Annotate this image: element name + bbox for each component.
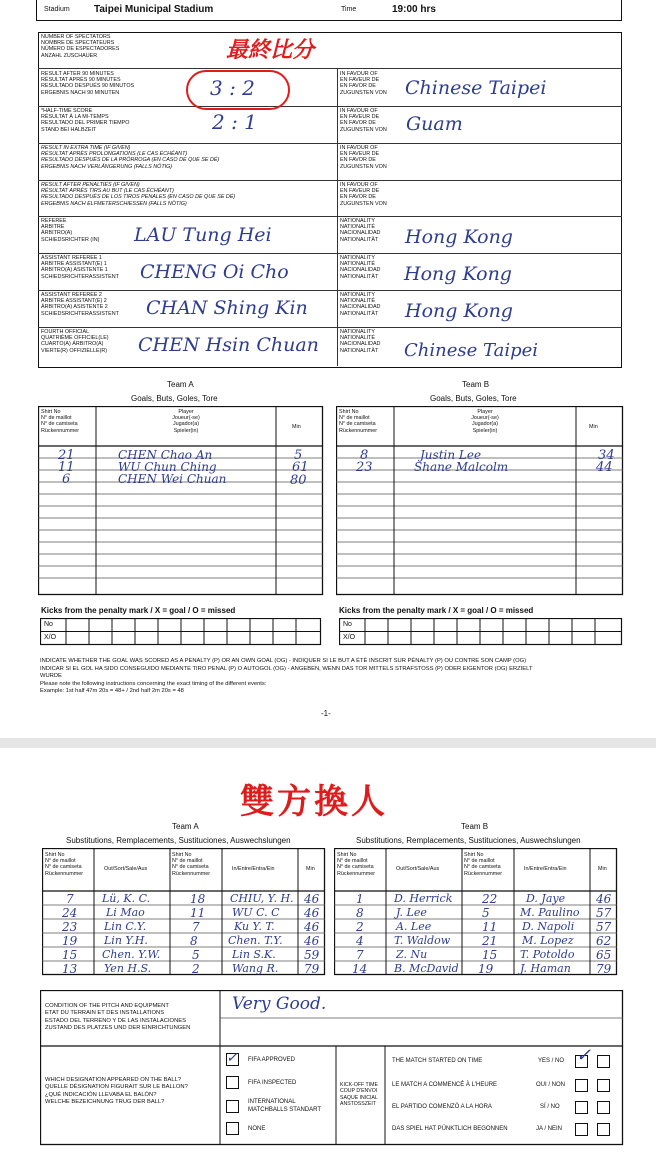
page-separator	[0, 738, 656, 748]
sub-b-3-out-no: 2	[356, 920, 364, 934]
subs-a-out-header: Out/Sort/Sale/Aus	[104, 866, 148, 872]
page-number: -1-	[321, 709, 331, 718]
goals-table-team-b	[336, 406, 624, 601]
penalty-grid-b-lines	[339, 618, 623, 646]
goals-b-shirt-header: Shirt No N° de maillot N° de camiseta Rückennummer	[339, 409, 378, 434]
ball-option-fifa-inspected-checkbox[interactable]	[226, 1076, 239, 1089]
result90-label: RESULT AFTER 90 MINUTES RÉSULTAT APRÈS 90 MINUTES RESULTADO DESPUÉS 90 MINUTOS ERGEBNIS NACH 90 MINUTEN	[41, 71, 135, 96]
ball-option-fifa-approved-label: FIFA APPROVED	[248, 1057, 296, 1063]
divider	[38, 106, 622, 107]
kickoff-question-es: EL PARTIDO COMENZÓ A LA HORA	[392, 1104, 492, 1110]
referee-label: REFEREE ARBITRE ÁRBITRO(A) SCHIEDSRICHTER (IN)	[41, 218, 100, 243]
sub-b-6-in-no: 19	[478, 962, 494, 976]
goal-a-2-min: 61	[292, 460, 309, 475]
kickoff-yes-checkbox-3[interactable]	[575, 1101, 588, 1114]
sub-a-5-out-no: 15	[62, 948, 78, 962]
sub-b-1-min: 46	[596, 892, 612, 906]
goals-table-a-grid	[38, 406, 324, 596]
sub-a-2-in-no: 11	[190, 906, 206, 920]
goals-team-b-title: Team B	[462, 380, 490, 389]
sub-b-1-out-no: 1	[356, 892, 364, 906]
referee-name: LAU Tung Hei	[134, 224, 272, 246]
kickoff-yes-check-mark: ✓	[576, 1045, 592, 1066]
halftime-score: 2 : 1	[212, 110, 257, 134]
sub-a-6-out: Yen H.S.	[104, 962, 152, 975]
kickoff-no-checkbox-2[interactable]	[597, 1079, 610, 1092]
sub-b-6-out-no: 14	[352, 962, 368, 976]
sub-b-5-in: T. Potoldo	[520, 948, 575, 961]
pitch-condition-value: Very Good.	[232, 994, 327, 1014]
kickoff-answer-fr: OUI / NON	[536, 1082, 566, 1088]
sub-b-1-in: D. Jaye	[526, 892, 566, 905]
sub-b-1-in-no: 22	[482, 892, 498, 906]
kickoff-question-en: THE MATCH STARTED ON TIME	[392, 1058, 483, 1064]
sub-a-1-min: 46	[304, 892, 320, 906]
favour-label-3: IN FAVOUR OF EN FAVEUR DE EN FAVOR DE ZUGUNSTEN VON	[340, 145, 387, 170]
sub-b-2-out-no: 8	[356, 906, 364, 920]
fourth-nationality: Chinese Taipei	[404, 340, 539, 361]
subs-team-a-title: Team A	[172, 822, 199, 831]
goal-a-2-player: WU Chun Ching	[118, 460, 217, 474]
sub-a-2-out-no: 24	[62, 906, 78, 920]
goal-b-1-player: Justin Lee	[420, 448, 482, 462]
kickoff-question-de: DAS SPIEL HAT PÜNKTLICH BEGONNEN	[392, 1126, 508, 1132]
nationality-label-4: NATIONALITY NATIONALITÉ NACIONALIDAD NATIONALITÄT	[340, 329, 381, 354]
final-score-favour: Chinese Taipei	[405, 77, 547, 99]
ball-option-fifa-approved-check-mark: ✓	[226, 1050, 238, 1066]
divider	[38, 290, 622, 291]
goals-team-b-subtitle: Goals, Buts, Goles, Tore	[430, 394, 517, 403]
divider	[38, 253, 622, 254]
sub-a-6-out-no: 13	[62, 962, 78, 976]
sub-b-4-in: M. Lopez	[522, 934, 574, 947]
favour-label-4: IN FAVOUR OF EN FAVEUR DE EN FAVOR DE ZUGUNSTEN VON	[340, 182, 387, 207]
fourth-name: CHEN Hsin Chuan	[138, 334, 319, 356]
stadium-label: Stadium	[44, 6, 70, 13]
sub-a-5-in-no: 5	[192, 948, 200, 962]
sub-a-4-out-no: 19	[62, 934, 78, 948]
sub-b-4-in-no: 21	[482, 934, 498, 948]
goal-b-2-no: 23	[356, 460, 373, 475]
time-value: 19:00 hrs	[392, 4, 436, 15]
penalty-grid-a	[40, 618, 322, 651]
kickoff-yes-checkbox-4[interactable]	[575, 1123, 588, 1136]
sub-b-5-min: 65	[596, 948, 612, 962]
goals-table-team-a	[38, 406, 324, 601]
kickoff-no-checkbox-1[interactable]	[597, 1055, 610, 1068]
kickoff-label: KICK-OFF TIME COUP D'ENVOI SAQUE INICIAL ANSTOSSZEIT	[340, 1082, 378, 1108]
sub-a-6-in: Wang R.	[232, 962, 279, 975]
nationality-label-1: NATIONALITY NATIONALITÉ NACIONALIDAD NATIONALITÄT	[340, 218, 381, 243]
sub-a-2-min: 46	[304, 906, 320, 920]
sub-b-5-out: Z. Nu	[396, 948, 428, 961]
sub-a-3-min: 46	[304, 920, 320, 934]
sub-b-2-in-no: 5	[482, 906, 490, 920]
final-score: 3 : 2	[210, 76, 255, 100]
ball-designation-label: WHICH DESIGNATION APPEARED ON THE BALL? QUELLE DÉSIGNATION FIGURAIT SUR LE BALLON? ¿QUÉ INDICACIÓN LLEVABA EL BALÓN? WELCHE BEZEICHNUNG TRUG DER BALL?	[45, 1077, 188, 1106]
sub-a-2-in: WU C. C	[232, 906, 280, 919]
sub-b-2-out: J. Lee	[396, 906, 427, 919]
sub-b-3-out: A. Lee	[396, 920, 432, 933]
nationality-label-2: NATIONALITY NATIONALITÉ NACIONALIDAD NATIONALITÄT	[340, 255, 381, 280]
subs-team-a-subtitle: Substitutions, Remplacements, Sustituciones, Auswechslungen	[66, 836, 291, 845]
nationality-label-3: NATIONALITY NATIONALITÉ NACIONALIDAD NATIONALITÄT	[340, 292, 381, 317]
subs-a-out-shirt-header: Shirt No N° de maillot N° de camiseta Rückennummer	[45, 852, 84, 877]
sub-a-3-out-no: 23	[62, 920, 78, 934]
kickoff-no-checkbox-3[interactable]	[597, 1101, 610, 1114]
ar2-label: ASSISTANT REFEREE 2 ARBITRE ASSISTANT(E) 2 ÁRBITRO(A) ASISTENTE 2 SCHIEDSRICHTERASSISTENT	[41, 292, 119, 317]
sub-b-4-min: 62	[596, 934, 612, 948]
stadium-value: Taipei Municipal Stadium	[94, 4, 214, 15]
sub-a-1-out: Lü, K. C.	[102, 892, 151, 905]
sub-a-1-out-no: 7	[66, 892, 74, 906]
goals-b-min-header: Min	[589, 424, 598, 430]
subs-team-b-title: Team B	[461, 822, 489, 831]
column-divider	[337, 69, 338, 366]
penalties-label: RESULT AFTER PENALTIES (IF GIVEN) RÉSULTAT APRÈS TIRS AU BUT (LE CAS ÉCHÉANT) RESULTADO DESPUÉS DE LOS TIROS PENALES (EN CASO DE QUE SE DÉ) ERGEBNIS NACH ELFMETERSCHIESSEN (FALLS NÖTIG)	[41, 182, 236, 207]
sub-a-4-in: Chen. T.Y.	[228, 934, 283, 947]
sub-a-2-out: Li Mao	[106, 906, 145, 919]
goals-team-a-title: Team A	[167, 380, 194, 389]
ar2-name: CHAN Shing Kin	[146, 297, 308, 319]
spectators-label: NUMBER OF SPECTATORS NOMBRE DE SPECTATEURS NÚMERO DE ESPECTADORES ANZAHL ZUSCHAUER	[41, 34, 120, 59]
goals-a-player-header: Player Joueur(-se) Jugador(a) Spieler(in)	[172, 409, 200, 434]
divider	[38, 327, 622, 328]
sub-b-5-out-no: 7	[356, 948, 364, 962]
goal-a-3-no: 6	[62, 472, 71, 487]
sub-a-3-in-no: 7	[192, 920, 200, 934]
kickoff-answer-de: JA / NEIN	[536, 1126, 563, 1132]
sub-b-5-in-no: 15	[482, 948, 498, 962]
kickoff-answer-en: YES / NO	[538, 1058, 565, 1064]
sub-b-4-out: T. Waldow	[394, 934, 451, 947]
ar2-nationality: Hong Kong	[405, 300, 513, 322]
subs-b-out-shirt-header: Shirt No N° de maillot N° de camiseta Rückennummer	[337, 852, 376, 877]
ar1-label: ASSISTANT REFEREE 1 ARBITRE ASSISTANT(E) 1 ÁRBITRO(A) ASISTENTE 1 SCHIEDSRICHTERASSISTENT	[41, 255, 119, 280]
goal-a-1-no: 21	[58, 448, 75, 463]
penalty-grid-b	[339, 618, 623, 651]
goals-b-player-header: Player Joueur(-se) Jugador(a) Spieler(in)	[471, 409, 499, 434]
time-label: Time	[341, 6, 357, 13]
ball-option-fifa-inspected-label: FIFA INSPECTED	[248, 1080, 297, 1086]
goal-a-1-min: 5	[294, 448, 303, 463]
subs-a-min-header: Min	[306, 866, 315, 872]
subs-b-out-header: Out/Sort/Sale/Aus	[396, 866, 440, 872]
kickoff-yes-checkbox-2[interactable]	[575, 1079, 588, 1092]
sub-a-6-min: 79	[304, 962, 320, 976]
sub-b-2-min: 57	[596, 906, 612, 920]
goal-b-1-no: 8	[360, 448, 369, 463]
sub-a-5-out: Chen. Y.W.	[102, 948, 161, 961]
pitch-condition-label: CONDITION OF THE PITCH AND EQUIPMENT ETAT DU TERRAIN ET DES INSTALLATIONS ESTADO DEL TERRENO Y DE LAS INSTALACIONES ZUSTAND DES PLATZES UND DER EINRICHTUNGEN	[45, 1003, 191, 1032]
sub-a-4-out: Lin Y.H.	[104, 934, 148, 947]
sub-b-6-out: B. McDavid	[394, 962, 459, 975]
referee-nationality: Hong Kong	[405, 226, 513, 248]
sub-b-3-in: D. Napoli	[522, 920, 575, 933]
kickoff-answer-es: SÍ / NO	[540, 1104, 560, 1110]
goal-b-2-min: 44	[596, 460, 613, 475]
goals-a-shirt-header: Shirt No N° de maillot N° de camiseta Rückennummer	[41, 409, 80, 434]
favour-label-2: IN FAVOUR OF EN FAVEUR DE EN FAVOR DE ZUGUNSTEN VON	[340, 108, 387, 133]
subs-b-in-shirt-header: Shirt No N° de maillot N° de camiseta Rückennummer	[464, 852, 503, 877]
penalty-grid-a-lines	[40, 618, 322, 646]
halftime-label: *HALF-TIME SCORE RÉSULTAT À LA MI-TEMPS RESULTADO DEL PRIMER TIEMPO STAND BEI HALBZEIT	[41, 108, 130, 133]
penalty-title-a: Kicks from the penalty mark / X = goal / O = missed	[41, 606, 236, 615]
kickoff-no-checkbox-4[interactable]	[597, 1123, 610, 1136]
instructions: INDICATE WHETHER THE GOAL WAS SCORED AS A PENALTY (P) OR AN OWN GOAL (OG) - INDIQUER SI LE BUT A ÉTÉ INSCRIT SUR PÉNALTY (P) OU CONTRE SON CAMP (OG) INDICAR SI EL GOL HA SIDO CONSEGUIDO MEDIANTE TIRO PENAL (P) O AUTOGOL (OG) - ANGEBEN, WENN DAS TOR MITTELS STRAFSTOSS (P) ODER EIGENTOR (OG) ERZIELT WURDE Please note the following instructions concerning the exact timing of the different events: Example: 1st half 47m 20s = 48+ / 2nd half 2m 20s = 48	[40, 658, 533, 695]
sub-a-5-min: 59	[304, 948, 320, 962]
substitutions-annotation: 雙方換人	[240, 782, 388, 822]
final-score-annotation: 最終比分	[226, 38, 315, 63]
sub-b-6-min: 79	[596, 962, 612, 976]
sub-a-3-out: Lin C.Y.	[104, 920, 147, 933]
penalty-no-label-b: No	[343, 621, 352, 628]
sub-a-4-in-no: 8	[190, 934, 198, 948]
sub-a-1-in-no: 18	[190, 892, 206, 906]
divider	[38, 68, 622, 69]
sub-b-3-in-no: 11	[482, 920, 498, 934]
sub-b-4-out-no: 4	[356, 934, 364, 948]
goals-team-a-subtitle: Goals, Buts, Goles, Tore	[131, 394, 218, 403]
sub-b-2-in: M. Paulino	[520, 906, 580, 919]
sub-b-3-min: 57	[596, 920, 612, 934]
ball-option-international-checkbox[interactable]	[226, 1100, 239, 1113]
subs-team-b-subtitle: Substitutions, Remplacements, Sustituciones, Auswechslungen	[356, 836, 581, 845]
goals-a-min-header: Min	[292, 424, 301, 430]
fourth-label: FOURTH OFFICIAL QUATRIÈME OFFICIEL(LE) CUARTO(A) ÁRBITRO(A) VIERTE(R) OFFIZIELLE(R)	[41, 329, 109, 354]
ar1-name: CHENG Oi Cho	[140, 261, 289, 283]
subs-b-in-header: In/Entre/Entra/Ein	[524, 866, 567, 872]
penalty-title-b: Kicks from the penalty mark / X = goal / O = missed	[339, 606, 534, 615]
sub-a-5-in: Lin S.K.	[232, 948, 276, 961]
ball-option-none-label: NONE	[248, 1126, 266, 1132]
sub-a-4-min: 46	[304, 934, 320, 948]
sub-a-3-in: Ku Y. T.	[234, 920, 275, 933]
goal-a-1-player: CHEN Chao An	[118, 448, 213, 462]
goal-b-1-min: 34	[598, 448, 615, 463]
penalty-xo-label-a: X/O	[44, 634, 57, 641]
goal-a-3-player: CHEN Wei Chuan	[118, 472, 227, 486]
ball-option-international-label: INTERNATIONAL MATCHBALLS STANDART	[248, 1099, 322, 1113]
goal-b-2-player: Shane Malcolm	[414, 460, 509, 474]
halftime-favour: Guam	[406, 113, 463, 135]
subs-a-in-shirt-header: Shirt No N° de maillot N° de camiseta Rückennummer	[172, 852, 211, 877]
goal-a-2-no: 11	[58, 460, 75, 475]
sub-a-1-in: CHIU, Y. H.	[230, 892, 294, 905]
favour-label-1: IN FAVOUR OF EN FAVEUR DE EN FAVOR DE ZUGUNSTEN VON	[340, 71, 387, 96]
goal-a-3-min: 80	[290, 473, 307, 488]
kickoff-question-fr: LE MATCH A COMMENCÉ À L'HEURE	[392, 1082, 498, 1088]
penalty-xo-label-b: X/O	[343, 634, 356, 641]
divider	[38, 143, 622, 144]
subs-b-min-header: Min	[598, 866, 607, 872]
penalty-no-label-a: No	[44, 621, 53, 628]
ar1-nationality: Hong Kong	[404, 263, 512, 285]
divider	[38, 216, 622, 217]
sub-b-6-in: J. Haman	[520, 962, 571, 975]
extratime-label: RESULT IN EXTRA TIME (IF GIVEN) RÉSULTAT APRÈS PROLONGATIONS (LE CAS ÉCHÉANT) RESULTADO DESPUÉS DE LA PRÓRROGA (EN CASO DE QUE SE DÉ) ERGEBNIS NACH VERLÄNGERUNG (FALLS NÖTIG)	[41, 145, 220, 170]
divider	[38, 180, 622, 181]
subs-a-in-header: In/Entre/Entra/Ein	[232, 866, 275, 872]
goals-table-b-grid	[336, 406, 624, 596]
ball-option-none-checkbox[interactable]	[226, 1122, 239, 1135]
sub-a-6-in-no: 2	[192, 962, 200, 976]
sub-b-1-out: D. Herrick	[394, 892, 453, 905]
